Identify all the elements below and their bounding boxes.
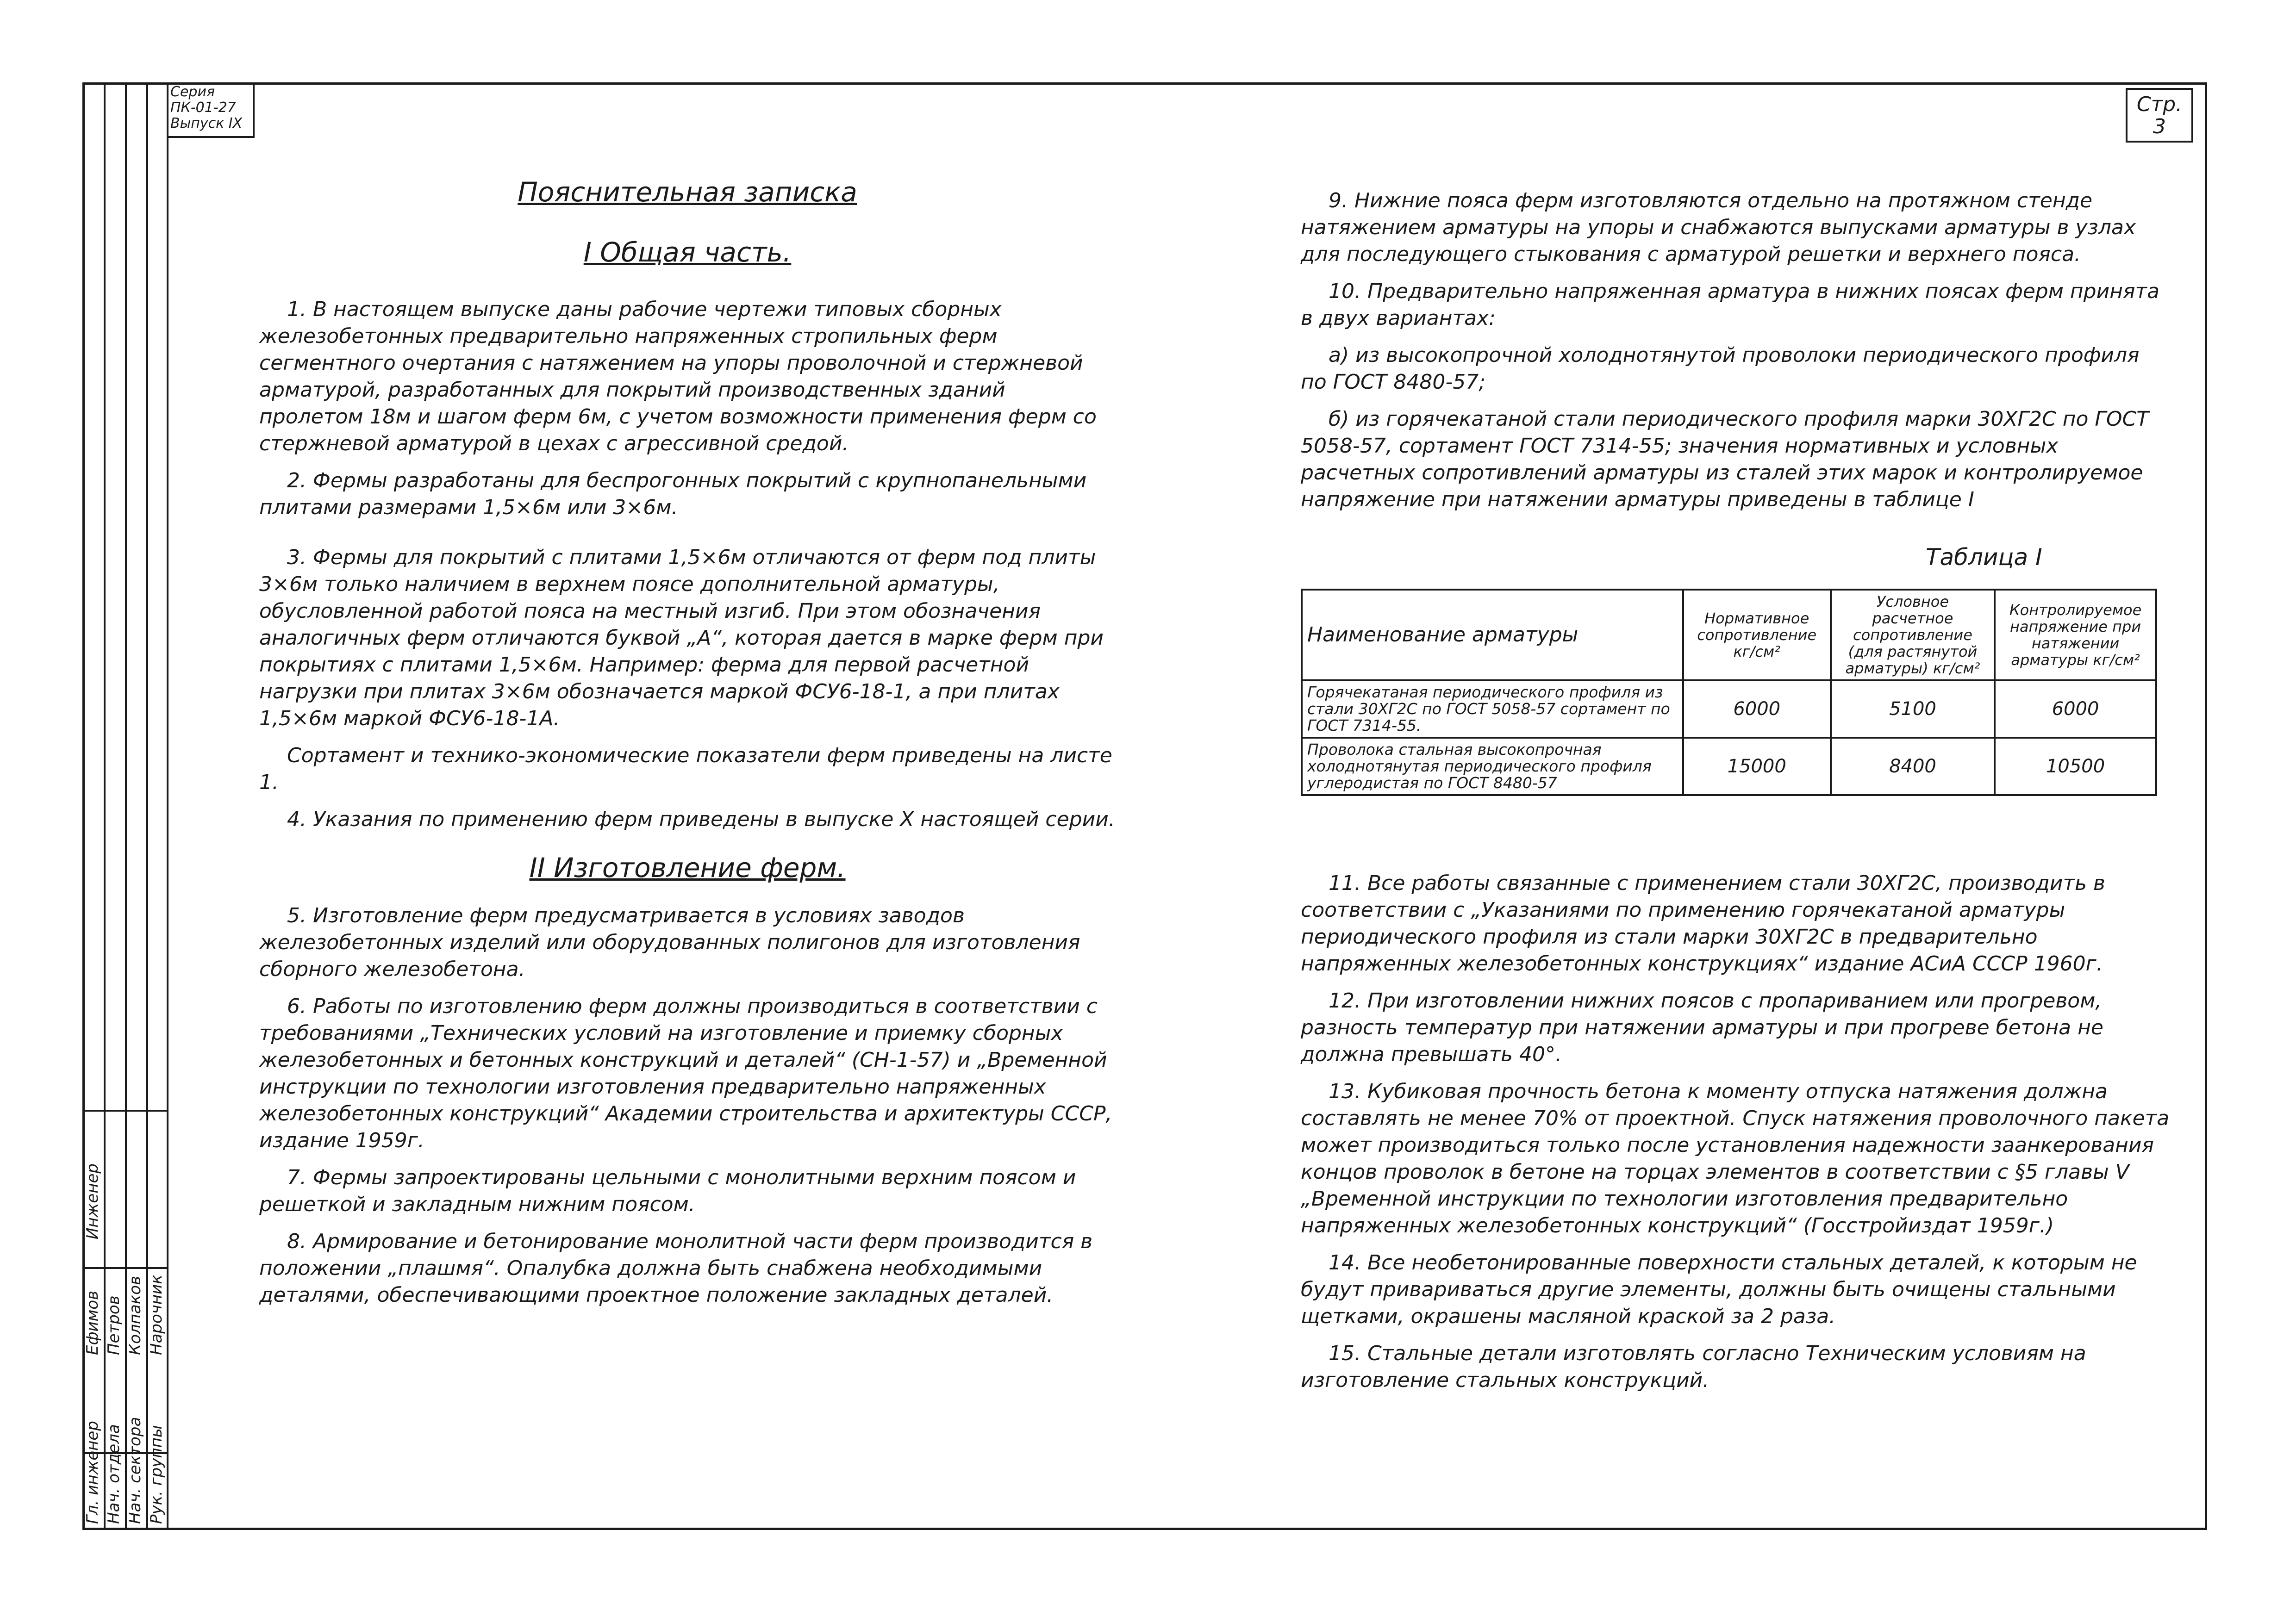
right-paragraph: 9. Нижние пояса ферм изготовляются отдельно на протяжном стенде натяжением арматуры на упоры и снабжаются выпусками арматуры в узлах для последующего стыкования с арматурой решетки и верхнего пояса.	[1301, 189, 2136, 266]
table-cell: 6000	[1683, 680, 1831, 738]
side-role-4: Рук. группы	[147, 1425, 166, 1524]
left-paragraph: 5. Изготовление ферм предусматривается в условиях заводов железобетонных изделий или оборудованных полигонов для изготовления сборного железобетона.	[259, 904, 1080, 981]
table-cell: 6000	[1995, 680, 2156, 738]
right-paragraph: б) из горячекатаной стали периодического профиля марки 30ХГ2С по ГОСТ 5058-57, сортамент ГОСТ 7314-55; значения нормативных и условных расчетных сопротивлений арматуры из сталей этих марок и контролируемое напряжение при натяжении арматуры приведены в таблице I	[1301, 407, 2149, 511]
table-row	[1302, 680, 2156, 738]
right-paragraph: 11. Все работы связанные с применением стали 30ХГ2С, производить в соответствии с „Указаниями по применению горячекатаной арматуры периодического профиля из стали марки 30ХГ2С в предварительно напряженных железобетонных конструкциях“ издание АСиА СССР 1960г.	[1301, 871, 2105, 976]
right-paragraph: 12. При изготовлении нижних поясов с пропариванием или прогревом, разность температур при натяжении арматуры и при прогреве бетона не должна превышать 40°.	[1301, 989, 2103, 1066]
issue-label: Выпуск IX	[170, 115, 243, 131]
section-1-title: I Общая часть.	[583, 236, 792, 268]
table-header-row	[1302, 590, 2156, 680]
page-stamp	[2126, 88, 2193, 143]
side-role-3: Нач. сектора	[126, 1417, 144, 1524]
document-title: Пояснительная записка	[518, 176, 857, 208]
title-block-side-strip	[82, 82, 167, 1530]
left-paragraph: 3. Фермы для покрытий с плитами 1,5×6м отличаются от ферм под плиты 3×6м только наличием в верхнем поясе дополнительной арматуры, обусловленной работой пояса на местный изгиб. При этом обозначения аналогичных ферм отличаются буквой „А“, которая дается в марке ферм при покрытиях с плитами 1,5×6м. Например: ферма для первой расчетной нагрузки при плитах 3×6м обозначается маркой ФСУ6-18-1, а при плитах 1,5×6м маркой ФСУ6-18-1А.	[259, 546, 1104, 730]
left-paragraph: 1. В настоящем выпуске даны рабочие чертежи типовых сборных железобетонных предварительно напряженных стропильных ферм сегментного очертания с натяжением на упоры проволочной и стержневой арматурой, разработанных для покрытий производственных зданий пролетом 18м и шагом ферм 6м, с учетом возможности применения ферм со стержневой арматурой в цехах с агрессивной средой.	[259, 298, 1097, 455]
left-paragraph: 4. Указания по применению ферм приведены в выпуске X настоящей серии.	[287, 808, 1115, 831]
table-caption: Таблица I	[1926, 544, 2042, 571]
table-cell: 10500	[1995, 738, 2156, 795]
table-cell: 8400	[1831, 738, 1995, 795]
side-name-3: Колпаков	[126, 1275, 144, 1355]
series-stamp	[167, 82, 255, 138]
side-role-5: Инженер	[83, 1163, 102, 1239]
page-number: 3	[2153, 115, 2166, 138]
table-header: Условное расчетное сопротивление (для растянутой арматуры) кг/см²	[1831, 590, 1995, 680]
section-2-title: II Изготовление ферм.	[529, 852, 846, 883]
table-cell: Горячекатаная периодического профиля из стали 30ХГ2С по ГОСТ 5058-57 сортамент по ГОСТ 7314-55.	[1302, 680, 1683, 738]
side-name-2: Петров	[105, 1295, 123, 1355]
table-header: Контролируемое напряжение при натяжении арматуры кг/см²	[1995, 590, 2156, 680]
left-paragraph: 8. Армирование и бетонирование монолитной части ферм производится в положении „плашмя“. Опалубка должна быть снабжена необходимыми деталями, обеспечивающими проектное положение закладных деталей.	[259, 1230, 1093, 1307]
left-paragraph: 7. Фермы запроектированы цельными с монолитными верхним поясом и решеткой и закладным нижним поясом.	[259, 1166, 1076, 1216]
right-paragraph: 14. Все необетонированные поверхности стальных деталей, к которым не будут привариваться другие элементы, должны быть очищены стальными щетками, окрашены масляной краской за 2 раза.	[1301, 1251, 2137, 1328]
table-cell: 5100	[1831, 680, 1995, 738]
right-paragraph: 15. Стальные детали изготовлять согласно Техническим условиям на изготовление стальных конструкций.	[1301, 1342, 2086, 1392]
right-column-top	[1301, 187, 2171, 523]
table-header: Наименование арматуры	[1302, 590, 1683, 680]
left-paragraph: 6. Работы по изготовлению ферм должны производиться в соответствии с требованиями „Технических условий на изготовление и приемку сборных железобетонных и бетонных конструкций и деталей“ (СН-1-57) и „Временной инструкции по технологии изготовления предварительно напряженных железобетонных конструкций“ Академии строительства и архитектуры СССР, издание 1959г.	[259, 995, 1112, 1152]
page-label: Стр.	[2136, 93, 2183, 116]
right-paragraph: 10. Предварительно напряженная арматура в нижних поясах ферм принята в двух вариантах:	[1301, 280, 2160, 330]
side-role-1: Гл. инженер	[83, 1421, 102, 1524]
side-role-2: Нач. отдела	[105, 1424, 123, 1524]
table-cell: Проволока стальная высокопрочная холоднотянутая периодического профиля углеродистая по ГОСТ 8480-57	[1302, 738, 1683, 795]
right-paragraph: 13. Кубиковая прочность бетона к моменту отпуска натяжения должна составлять не менее 70% от проектной. Спуск натяжения проволочного пакета может производиться только после установления надежности заанкерования концов проволок в бетоне на торцах элементов в соответствии с §5 главы V „Временной инструкции по технологии изготовления предварительно напряженных железобетонных конструкций“ (Госстройиздат 1959г.)	[1301, 1080, 2170, 1237]
side-name-4: Нарочник	[147, 1275, 166, 1355]
rebar-table	[1301, 589, 2157, 796]
side-name-1: Ефимов	[83, 1290, 102, 1355]
table-row	[1302, 738, 2156, 795]
left-paragraph: Сортамент и технико-экономические показатели ферм приведены на листе 1.	[259, 744, 1112, 794]
series-label: Серия ПК-01-27	[170, 84, 236, 116]
right-column-bottom	[1301, 870, 2171, 1404]
left-column	[259, 176, 1116, 1319]
table-header: Нормативное сопротивление кг/см²	[1683, 590, 1831, 680]
table-cell: 15000	[1683, 738, 1831, 795]
left-paragraph: 2. Фермы разработаны для беспрогонных покрытий с крупнопанельными плитами размерами 1,5×6м или 3×6м.	[259, 469, 1087, 519]
right-paragraph: а) из высокопрочной холоднотянутой проволоки периодического профиля по ГОСТ 8480-57;	[1301, 343, 2140, 394]
